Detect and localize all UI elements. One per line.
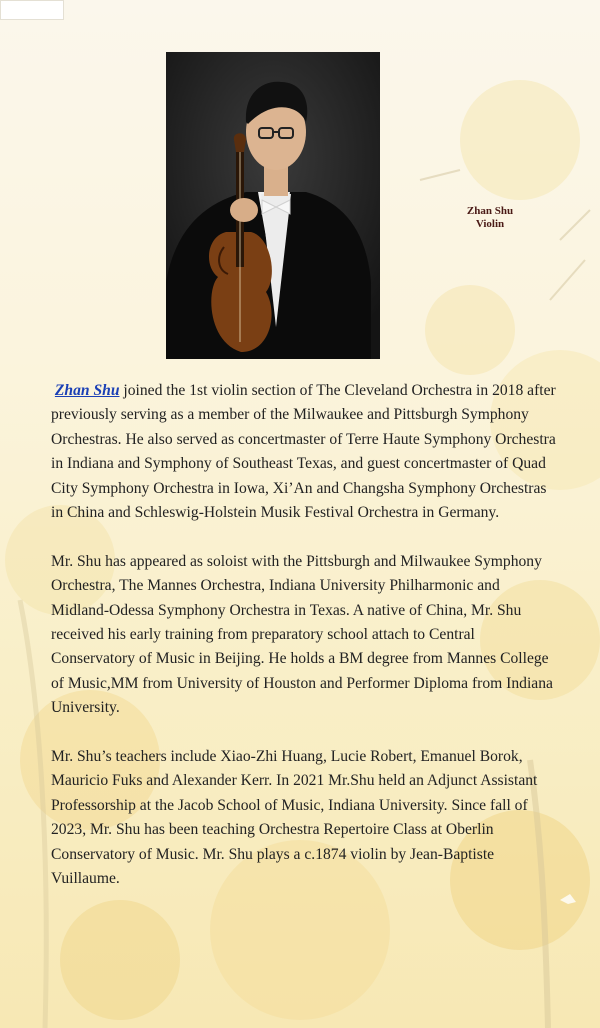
caption-name: Zhan Shu [466, 205, 514, 217]
bio-paragraph-1 [51, 379, 556, 525]
bio-paragraph-1-text: joined the 1st violin section of The Cleveland Orchestra in 2018 after previously serving as a member of the Milwaukee and Pittsburgh Symphony Orchestras. He also served as concertmaster of Terre Haute Symphony Orchestra in Indiana and Symphony of Southeast Texas, and guest concertmaster of Quad City Symphony Orchestra in Iowa, Xi’An and Changsha Symphony Orchestras in China and Schleswig-Holstein Musik Festival Orchestra in Germany. [51, 382, 556, 522]
caption-instrument: Violin [475, 218, 505, 230]
biography [51, 379, 556, 916]
bio-paragraph-3: Mr. Shu’s teachers include Xiao-Zhi Huang, Lucie Robert, Emanuel Borok, Mauricio Fuks and Alexander Kerr. In 2021 Mr.Shu held an Adjunct Assistant Professorship at the Jacob School of Music, Indiana University. Since fall of 2023, Mr. Shu has been teaching Orchestra Repertoire Class at Oberlin Conservatory of Music. Mr. Shu plays a c.1874 violin by Jean-Baptiste Vuillaume. [51, 748, 538, 888]
name-link[interactable]: Zhan Shu [54, 382, 120, 399]
blank-box [0, 0, 64, 20]
bio-paragraph-2: Mr. Shu has appeared as soloist with the Pittsburgh and Milwaukee Symphony Orchestra, The Mannes Orchestra, Indiana University Philharmonic and Midland-Odessa Symphony Orchestra in Texas. A native of China, Mr. Shu received his early training from preparatory school attach to Central Conservatory of Music in Beijing. He holds a BM degree from Mannes College of Music,MM from University of Houston and Performer Diploma from Indiana University. [51, 552, 553, 717]
photo-caption [455, 205, 525, 231]
portrait-photo [166, 52, 380, 359]
